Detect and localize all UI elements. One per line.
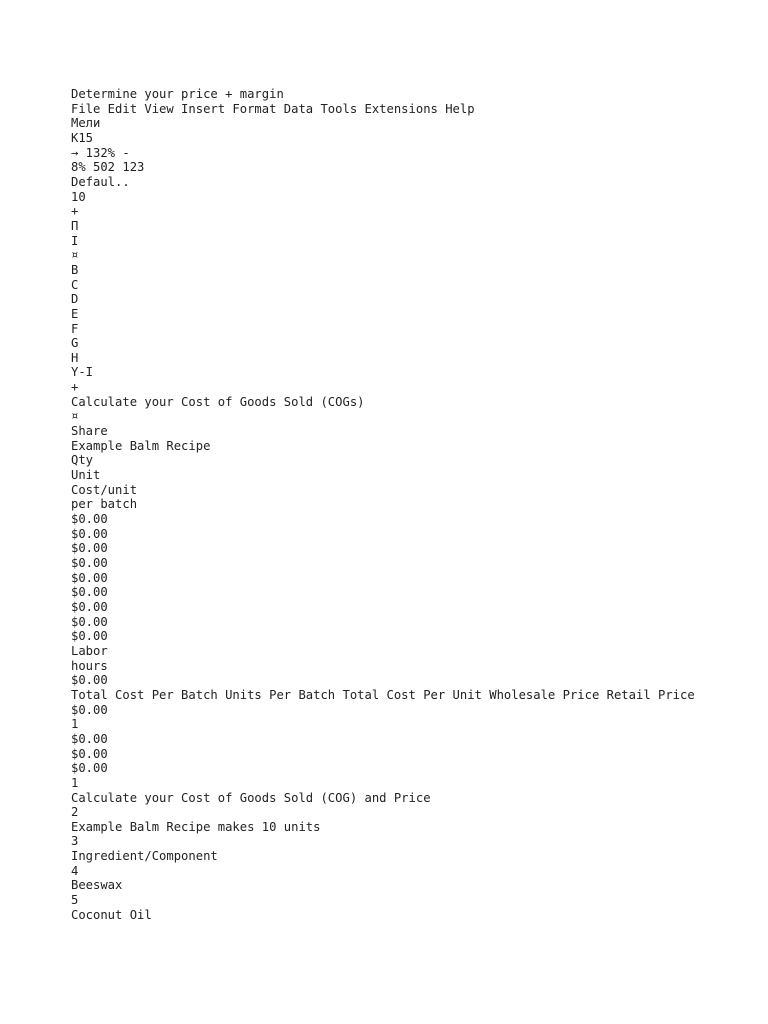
recipe-name: Example Balm Recipe <box>71 438 211 453</box>
row-number: 4 <box>71 863 79 878</box>
cost-value: $0.00 <box>71 702 108 717</box>
column-label-cost-unit: Cost/unit <box>71 482 138 497</box>
column-header-d: D <box>71 292 79 307</box>
cost-value: $0.00 <box>71 541 108 556</box>
cost-value: $0.00 <box>71 585 108 600</box>
column-header-b: B <box>71 262 79 277</box>
cost-value: $0.00 <box>71 746 108 761</box>
cost-value: $0.00 <box>71 512 108 527</box>
plus-symbol: + <box>71 380 79 395</box>
menu-text-meli: Мели <box>71 116 101 131</box>
toolbar-glyph: ¤ <box>71 409 79 424</box>
share-text: Share <box>71 424 108 439</box>
ocr-text-document <box>71 87 711 922</box>
ingredient-header: Ingredient/Component <box>71 849 218 864</box>
row-number: 1 <box>71 775 79 790</box>
format-text: 8% 502 123 <box>71 160 145 175</box>
column-header-h: H <box>71 350 79 365</box>
sheet-heading: Calculate your Cost of Goods Sold (COG) and Price <box>71 790 431 805</box>
labor-label: Labor <box>71 643 108 658</box>
column-header-c: C <box>71 277 79 292</box>
toolbar-glyph: П <box>71 218 79 233</box>
document-title: Determine your price + margin <box>71 87 284 101</box>
ingredient-name: Coconut Oil <box>71 907 152 922</box>
toolbar-glyph: I <box>71 233 79 248</box>
row-number: 2 <box>71 805 79 820</box>
plus-symbol: + <box>71 204 79 219</box>
column-label-qty: Qty <box>71 453 94 468</box>
row-number: 5 <box>71 893 79 908</box>
cost-value: $0.00 <box>71 599 108 614</box>
units-value: 1 <box>71 717 79 732</box>
cost-value: $0.00 <box>71 731 108 746</box>
cost-value: $0.00 <box>71 761 108 776</box>
toolbar-glyph: ¤ <box>71 248 79 263</box>
column-header-text: Y-I <box>71 365 94 380</box>
cost-value: $0.00 <box>71 556 108 570</box>
column-label-unit: Unit <box>71 468 101 483</box>
summary-headers: Total Cost Per Batch Units Per Batch Total Cost Per Unit Wholesale Price Retail Price <box>71 687 695 702</box>
column-header-f: F <box>71 321 79 336</box>
cell-reference: K15 <box>71 130 94 145</box>
section-heading: Calculate your Cost of Goods Sold (COGs) <box>71 394 365 409</box>
column-label-per-batch: per batch <box>71 497 138 512</box>
cost-value: $0.00 <box>71 526 108 541</box>
font-name-text: Defaul.. <box>71 174 130 189</box>
font-size-text: 10 <box>71 189 86 204</box>
ingredient-name: Beeswax <box>71 878 123 893</box>
row-number: 3 <box>71 834 79 849</box>
cost-value: $0.00 <box>71 570 108 585</box>
zoom-text: → 132% - <box>71 145 130 160</box>
cost-value: $0.00 <box>71 614 108 629</box>
cost-value: $0.00 <box>71 673 108 688</box>
column-header-e: E <box>71 306 79 321</box>
cost-value: $0.00 <box>71 629 108 644</box>
column-header-g: G <box>71 336 79 351</box>
recipe-description: Example Balm Recipe makes 10 units <box>71 819 321 834</box>
hours-label: hours <box>71 658 108 673</box>
menu-bar-text: File Edit View Insert Format Data Tools Extensions Help <box>71 101 475 116</box>
